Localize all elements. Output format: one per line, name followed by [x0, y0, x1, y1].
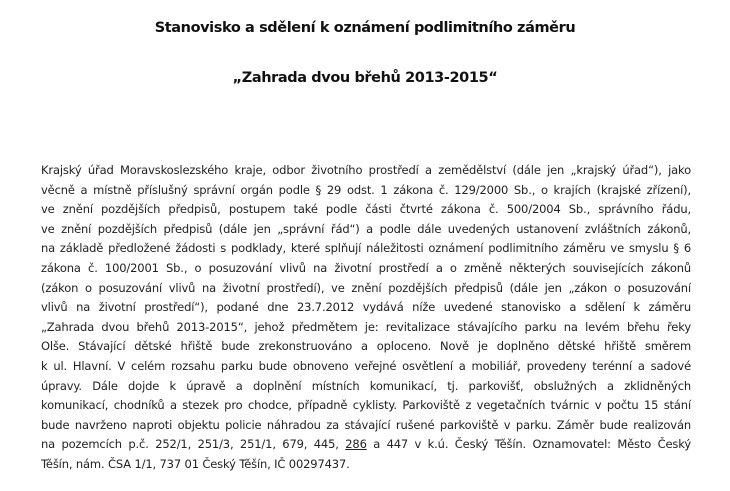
document-body: [41, 161, 691, 475]
document-title: Stanovisko a sdělení k oznámení podlimitního záměru: [154, 20, 576, 36]
body-line: bude navrženo naproti objektu policie náhradou za stávající rušené parkoviště v parku. Záměr bude realizován: [41, 417, 691, 432]
body-line: komunikací, chodníků a stezek pro chodce, případně cyklisty. Parkoviště z vegetačních tvárnic v počtu 15 stání: [41, 398, 691, 413]
parcel-line-start: na pozemcích p.č. 252/1, 251/3, 251/1, 679, 445,: [41, 437, 346, 452]
underlined-parcel-number: 286: [345, 437, 367, 452]
body-line: Krajský úřad Moravskoslezského kraje, odbor životního prostředí a zemědělství (dále jen „krajský úřad“), jako: [41, 163, 691, 177]
body-line: k ul. Hlavní. V celém rozsahu parku bude obnoveno veřejné osvětlení a mobiliář, provedeny terénní a sadové: [41, 358, 691, 373]
parcel-line: [41, 435, 691, 455]
body-line: vlivů na životní prostředí“), podané dne 23.7.2012 vydává níže uvedené stanovisko a sdělení k záměru: [41, 300, 691, 315]
body-line: zákona č. 100/2001 Sb., o posuzování vlivů na životní prostředí a o změně některých souvisejících zákonů: [41, 260, 691, 275]
final-line: Těšín, nám. ČSA 1/1, 737 01 Český Těšín, IČ 00297437.: [41, 456, 350, 471]
body-line: ve znění pozdějších předpisů, postupem také podle části čtvrté zákona č. 500/2004 Sb., správního řádu,: [41, 202, 691, 217]
document-subtitle: „Zahrada dvou břehů 2013-2015“: [232, 70, 498, 86]
body-line: „Zahrada dvou břehů 2013-2015“, jehož předmětem je: revitalizace stávajícího parku na levém břehu řeky: [41, 319, 691, 334]
body-line: věcně a místně příslušný správní orgán podle § 29 odst. 1 zákona č. 129/2000 Sb., o krajích (krajské zřízení),: [41, 182, 691, 197]
body-line: na základě předložené žádosti s podklady, které splňují náležitosti oznámení podlimitního záměru ve smyslu § 6: [41, 241, 691, 256]
parcel-line-end: a 447 v k.ú. Český Těšín. Oznamovatel: Město Český: [366, 437, 691, 452]
body-line: (zákon o posuzování vlivů na životní prostředí), ve znění pozdějších předpisů (dále jen „zákon o posuzování: [41, 280, 691, 295]
body-line: Olše. Stávající dětské hřiště bude zrekonstruováno a oploceno. Nově je doplněno dětské hřiště směrem: [41, 339, 691, 354]
body-line: úpravy. Dále dojde k úpravě a doplnění místních komunikací, tj. parkovišť, obslužných a zklidněných: [41, 378, 691, 393]
body-line: ve znění pozdějších předpisů (dále jen „správní řád“) a podle dále uvedených ustanovení zvláštních zákonů,: [41, 221, 691, 236]
